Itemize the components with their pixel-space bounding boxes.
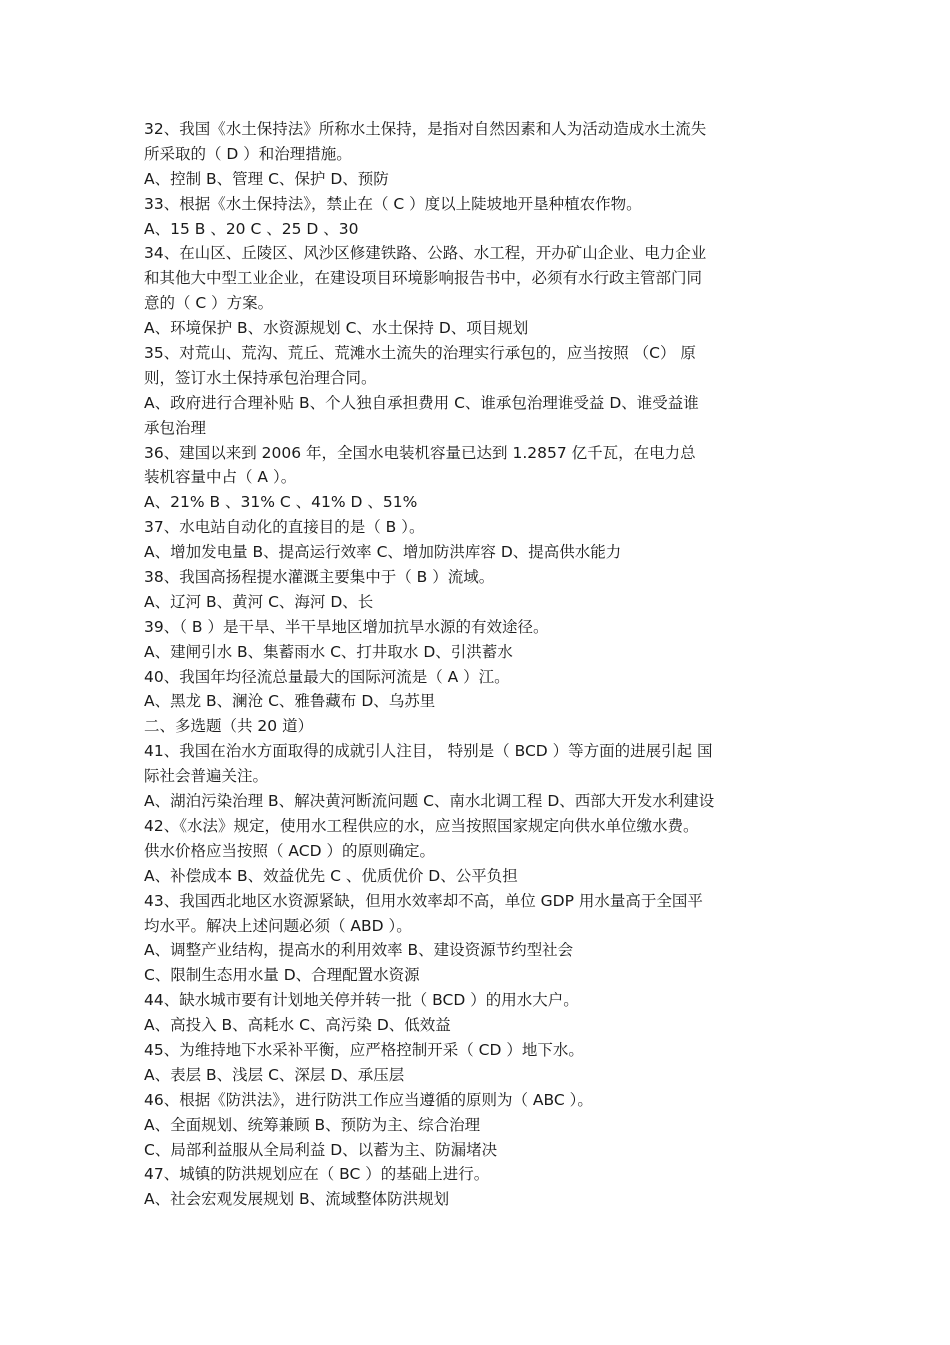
text-line: A、表层 B、浅层 C、深层 D、承压层 bbox=[144, 1065, 405, 1084]
text-line: A、辽河 B、黄河 C、海河 D、长 bbox=[144, 592, 374, 611]
text-line: 均水平。解决上述问题必须（ ABD ）。 bbox=[144, 916, 412, 935]
text-line: 39、（ B ）是干旱、半干旱地区增加抗旱水源的有效途径。 bbox=[144, 617, 549, 636]
text-line: 46、根据《防洪法》，进行防洪工作应当遵循的原则为（ ABC ）。 bbox=[144, 1090, 593, 1109]
text-line: C、局部利益服从全局利益 D、以蓄为主、防漏堵决 bbox=[144, 1140, 498, 1159]
text-line: A、21% B 、31% C 、41% D 、51% bbox=[144, 493, 418, 512]
text-line: C、限制生态用水量 D、合理配置水资源 bbox=[144, 966, 420, 985]
section-heading: 二、多选题（共 20 道） bbox=[144, 717, 314, 736]
text-line: A、建闸引水 B、集蓄雨水 C、打井取水 D、引洪蓄水 bbox=[144, 642, 513, 661]
text-line: 45、为维持地下水采补平衡，应严格控制开采（ CD ）地下水。 bbox=[144, 1040, 584, 1059]
text-line: A、补偿成本 B、效益优先 C 、优质优价 D、公平负担 bbox=[144, 866, 518, 885]
text-line: 和其他大中型工业企业，在建设项目环境影响报告书中，必须有水行政主管部门同 bbox=[144, 269, 703, 288]
text-line: 装机容量中占（ A ）。 bbox=[144, 468, 297, 487]
text-line: 35、对荒山、荒沟、荒丘、荒滩水土流失的治理实行承包的，应当按照 （C） 原 bbox=[144, 344, 696, 363]
text-line: A、黑龙 B、澜沧 C、雅鲁藏布 D、乌苏里 bbox=[144, 692, 436, 711]
text-line: A、全面规划、统筹兼顾 B、预防为主、综合治理 bbox=[144, 1115, 481, 1134]
text-line: A、控制 B、管理 C、保护 D、预防 bbox=[144, 169, 389, 188]
text-line: A、环境保护 B、水资源规划 C、水土保持 D、项目规划 bbox=[144, 319, 529, 338]
text-line: 则，签订水土保持承包治理合同。 bbox=[144, 368, 377, 387]
text-line: 34、在山区、丘陵区、风沙区修建铁路、公路、水工程，开办矿山企业、电力企业 bbox=[144, 244, 707, 263]
text-line: 33、根据《水土保持法》，禁止在（ C ）度以上陡坡地开垦种植农作物。 bbox=[144, 194, 642, 213]
text-line: 44、缺水城市要有计划地关停并转一批（ BCD ）的用水大户。 bbox=[144, 991, 579, 1010]
text-line: A、增加发电量 B、提高运行效率 C、增加防洪库容 D、提高供水能力 bbox=[144, 543, 622, 562]
text-line: 38、我国高扬程提水灌溉主要集中于（ B ）流域。 bbox=[144, 568, 495, 587]
text-line: 43、我国西北地区水资源紧缺，但用水效率却不高，单位 GDP 用水量高于全国平 bbox=[144, 891, 703, 910]
text-line: 37、水电站自动化的直接目的是（ B ）。 bbox=[144, 518, 425, 537]
text-line: 际社会普遍关注。 bbox=[144, 767, 269, 786]
text-line: 32、我国《水土保持法》所称水土保持，是指对自然因素和人为活动造成水土流失 bbox=[144, 120, 707, 138]
text-line: 40、我国年均径流总量最大的国际河流是（ A ）江。 bbox=[144, 667, 510, 686]
text-line: 所采取的（ D ）和治理措施。 bbox=[144, 144, 352, 163]
text-line: A、政府进行合理补贴 B、个人独自承担费用 C、谁承包治理谁受益 D、谁受益谁 bbox=[144, 393, 699, 412]
text-line: 47、城镇的防洪规划应在（ BC ）的基础上进行。 bbox=[144, 1165, 490, 1184]
text-line: A、调整产业结构，提高水的利用效率 B、建设资源节约型社会 bbox=[144, 941, 574, 960]
text-line: 36、建国以来到 2006 年，全国水电装机容量已达到 1.2857 亿千瓦，在电力总 bbox=[144, 443, 696, 462]
text-line: A、湖泊污染治理 B、解决黄河断流问题 C、南水北调工程 D、西部大开发水利建设 bbox=[144, 792, 715, 811]
text-line: 42、《水法》规定，使用水工程供应的水，应当按照国家规定向供水单位缴水费。 bbox=[144, 816, 699, 835]
text-line: A、高投入 B、高耗水 C、高污染 D、低效益 bbox=[144, 1016, 451, 1035]
text-line: A、社会宏观发展规划 B、流域整体防洪规划 bbox=[144, 1190, 450, 1209]
text-line: 供水价格应当按照（ ACD ）的原则确定。 bbox=[144, 841, 435, 860]
text-line: 意的（ C ）方案。 bbox=[144, 294, 274, 313]
text-line: 41、我国在治水方面取得的成就引人注目， 特别是（ BCD ）等方面的进展引起 国 bbox=[144, 742, 713, 761]
question-list bbox=[144, 117, 809, 1212]
text-line: A、15 B 、20 C 、25 D 、30 bbox=[144, 219, 359, 238]
text-line: 承包治理 bbox=[144, 418, 207, 437]
